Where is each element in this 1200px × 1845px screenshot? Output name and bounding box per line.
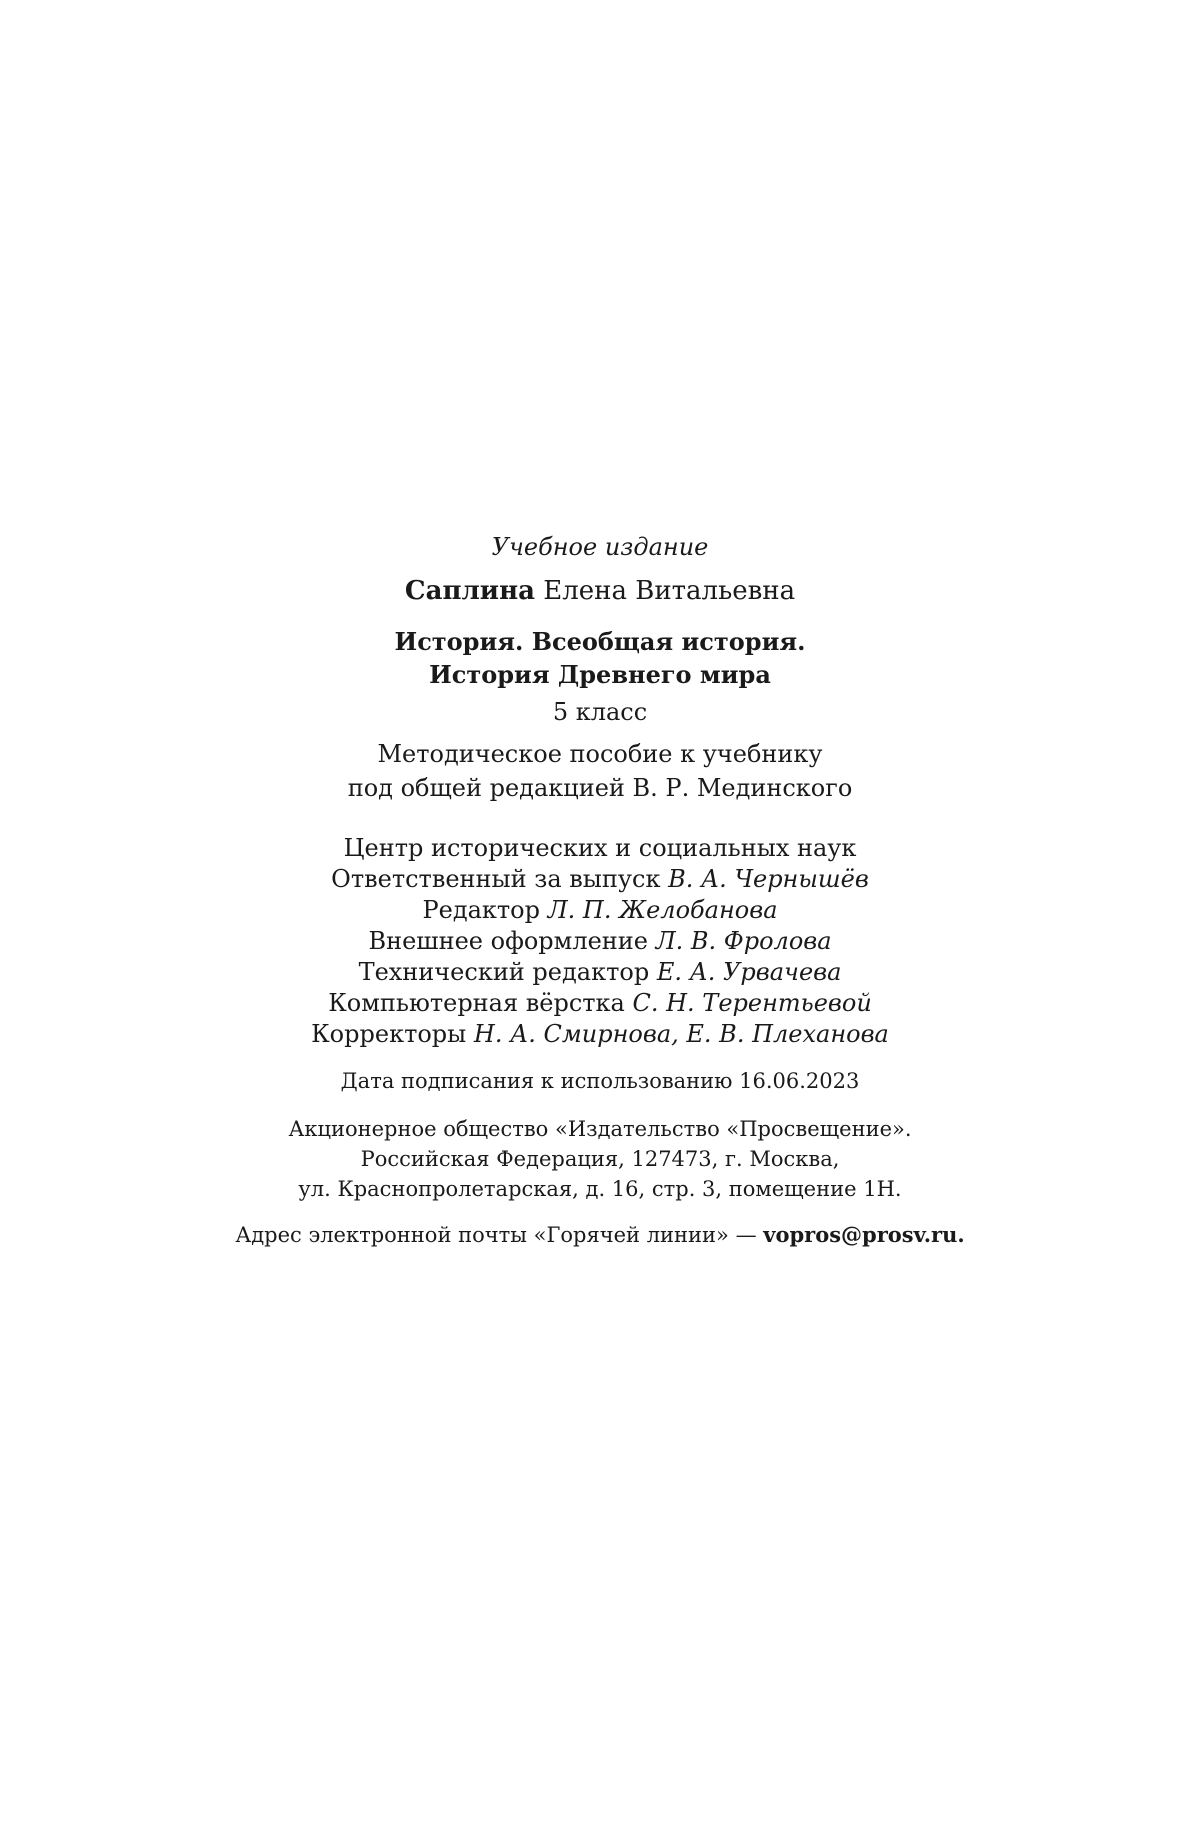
subtitle-line-2: под общей редакцией В. Р. Мединского [347,774,853,802]
book-title-line-1: История. Всеобщая история. [394,627,806,656]
staff-responsible [0,864,1200,895]
staff-editor-role: Редактор [422,896,540,924]
staff-proofreaders-role: Корректоры [311,1020,467,1048]
publisher-info [0,1114,1200,1204]
staff-proofreaders-names: Н. А. Смирнова, Е. В. Плеханова [473,1020,889,1048]
staff-tech-editor [0,957,1200,988]
author-surname: Саплина [404,576,535,606]
staff-layout-name: С. Н. Терентьевой [632,989,872,1017]
staff-center: Центр исторических и социальных наук [343,834,857,862]
imprint-block [0,532,1200,1249]
grade: 5 класс [552,698,648,726]
book-title [0,625,1200,691]
staff-layout [0,988,1200,1019]
staff-credits [0,833,1200,1050]
staff-design-name: Л. В. Фролова [655,927,832,955]
publisher-line-3: ул. Краснопролетарская, д. 16, стр. 3, помещение 1Н. [298,1177,902,1201]
staff-tech-editor-role: Технический редактор [358,958,650,986]
author-name [0,576,1200,606]
author-given-names: Елена Витальевна [543,576,796,606]
signing-date: Дата подписания к использованию 16.06.2023 [340,1069,860,1093]
staff-proofreaders [0,1019,1200,1050]
staff-responsible-name: В. А. Чернышёв [668,865,869,893]
publisher-line-1: Акционерное общество «Издательство «Просвещение». [288,1117,912,1141]
subtitle-line-1: Методическое пособие к учебнику [377,740,823,768]
staff-responsible-role: Ответственный за выпуск [331,865,661,893]
staff-editor-name: Л. П. Желобанова [547,896,778,924]
staff-design [0,926,1200,957]
book-title-line-2: История Древнего мира [429,660,771,689]
staff-editor [0,895,1200,926]
hotline-line [0,1221,1200,1249]
staff-tech-editor-name: Е. А. Урвачева [656,958,842,986]
edition-type: Учебное издание [491,533,709,561]
publisher-line-2: Российская Федерация, 127473, г. Москва, [360,1147,840,1171]
staff-layout-role: Компьютерная вёрстка [328,989,625,1017]
staff-design-role: Внешнее оформление [368,927,648,955]
hotline-email: vopros@prosv.ru. [763,1222,965,1247]
hotline-label: Адрес электронной почты «Горячей линии» — [235,1223,757,1247]
